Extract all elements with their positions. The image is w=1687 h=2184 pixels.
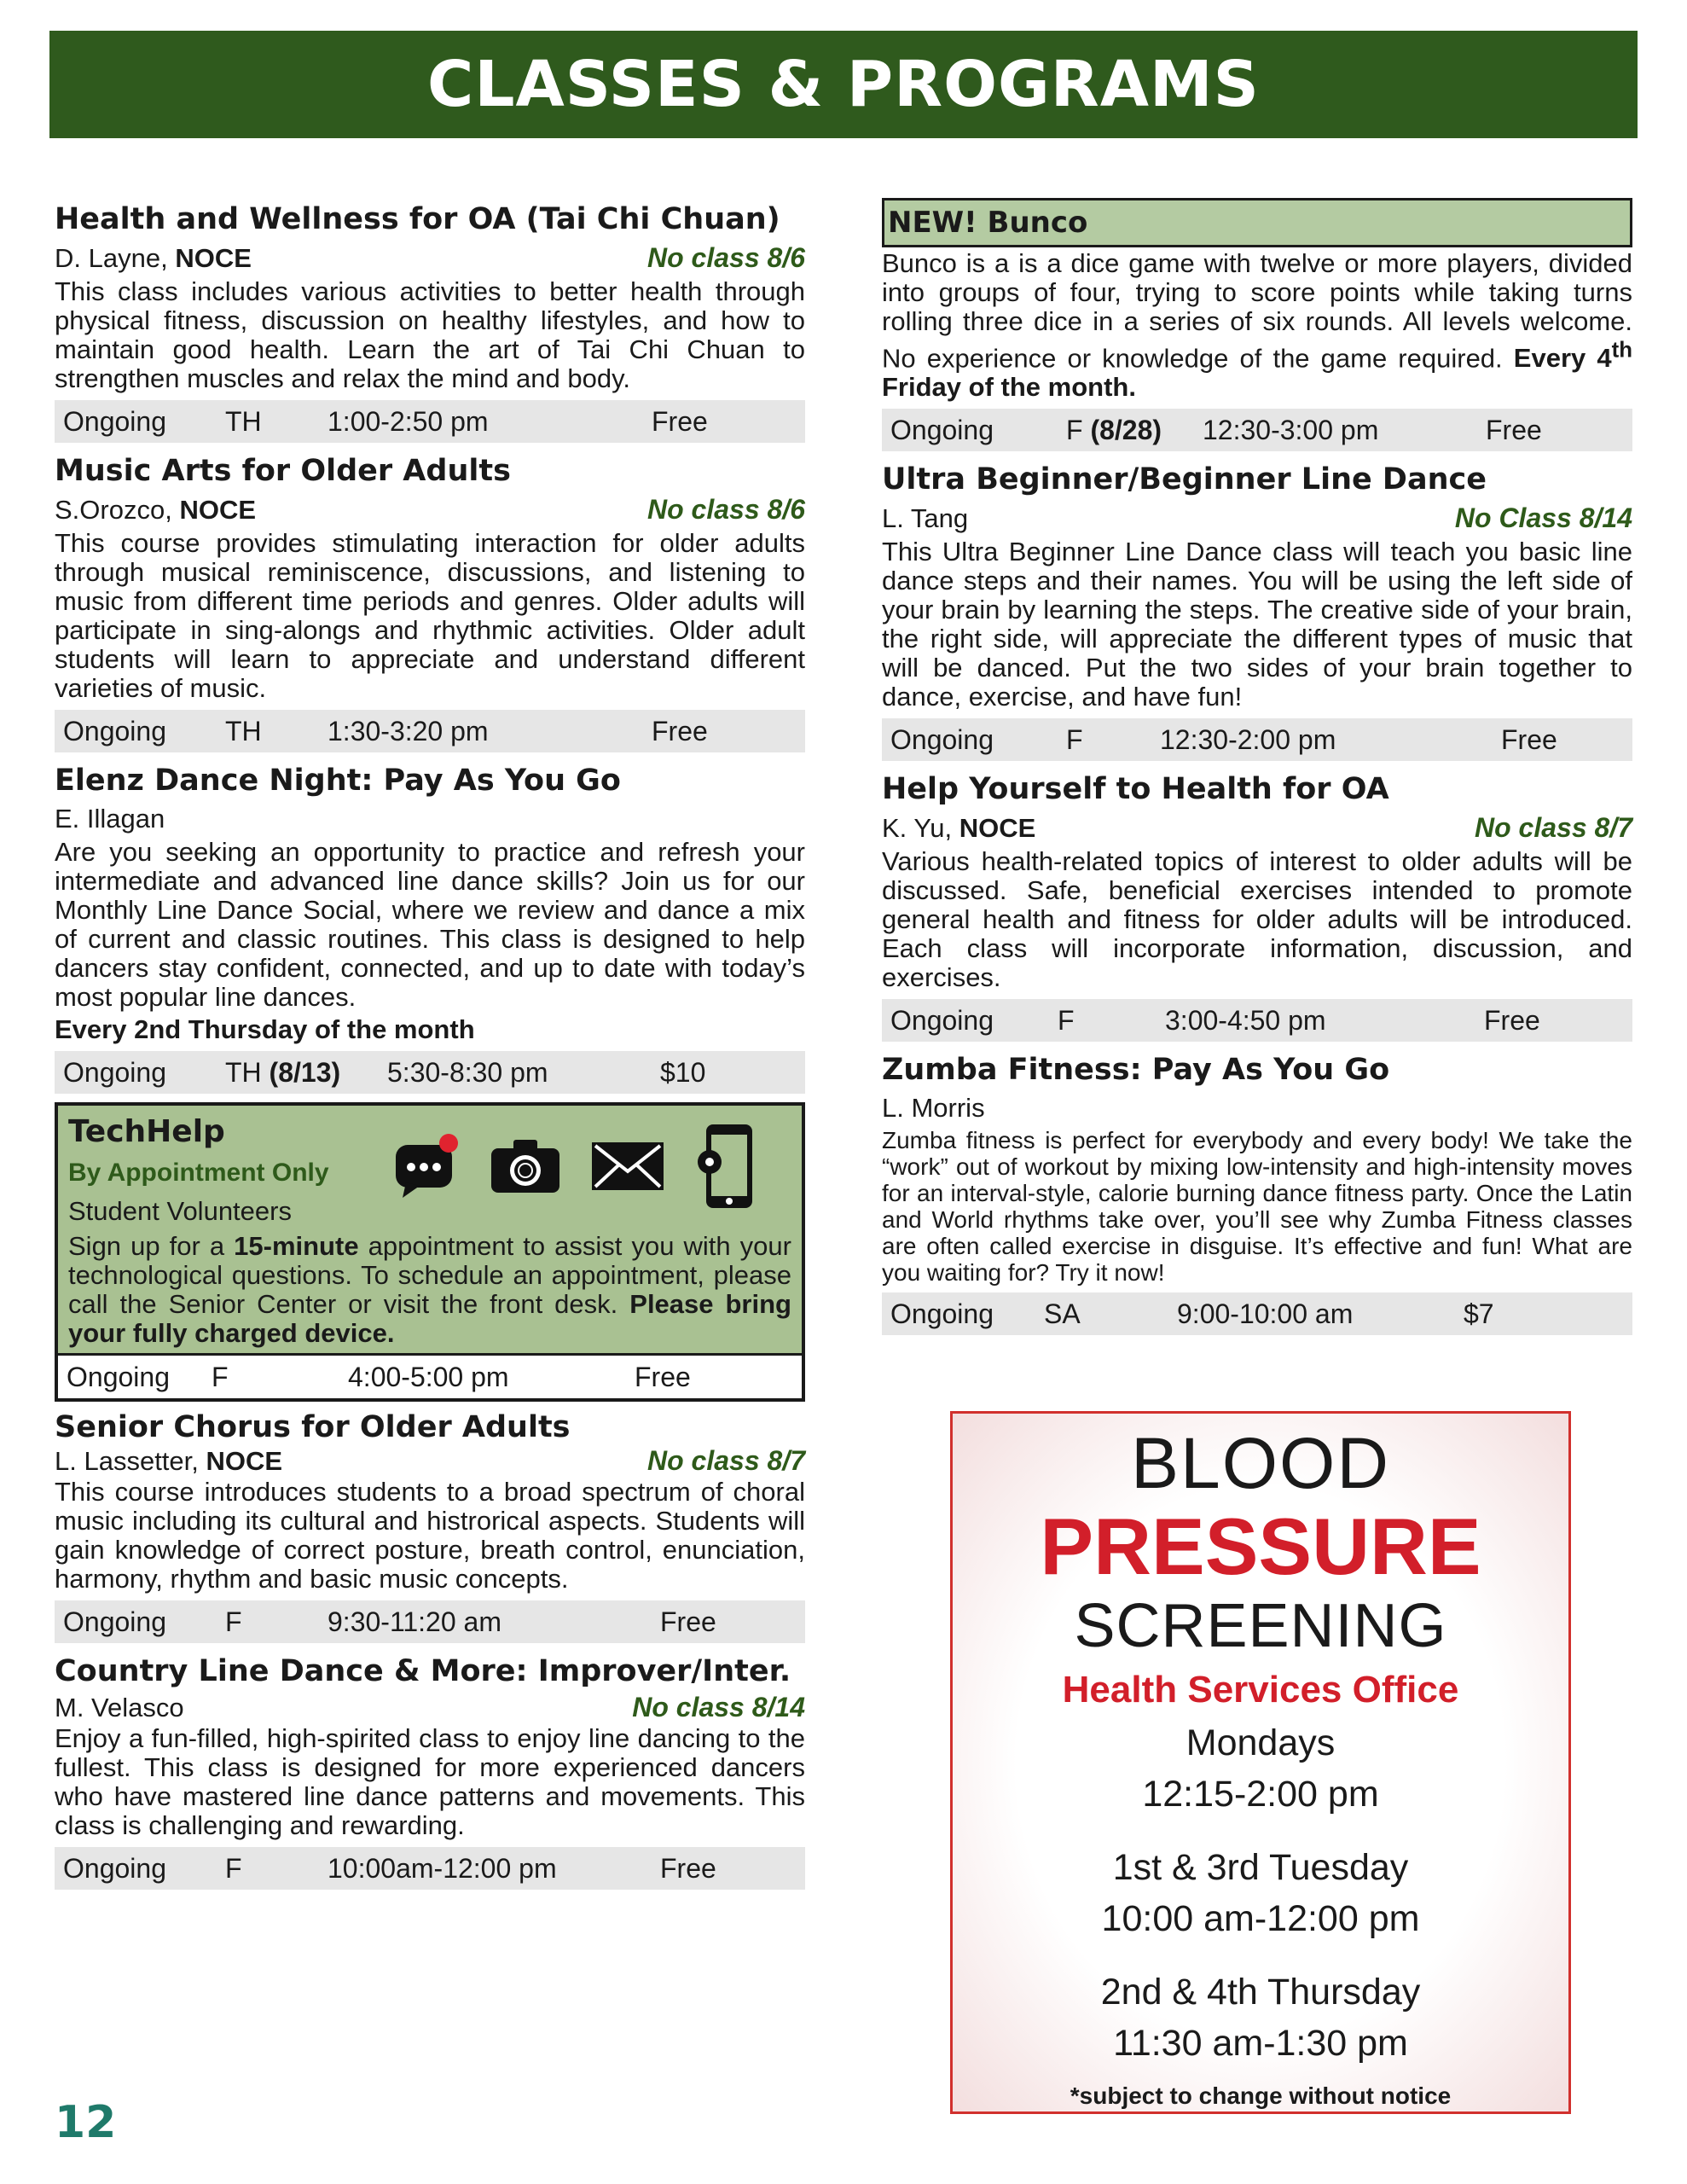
schedule-price: Free [660,1606,716,1637]
schedule-row [882,409,1632,451]
instructor: D. Layne, NOCE [55,243,252,273]
schedule-price: Free [1484,1004,1540,1036]
blood-pressure-flyer [950,1411,1571,2114]
schedule-status: Ongoing [890,1004,994,1036]
instructor-row [882,810,1632,845]
schedule-status: Ongoing [890,723,994,755]
program-title: Help Yourself to Health for OA [882,772,1389,807]
schedule-time: 1:30-3:20 pm [328,715,489,746]
flyer-title-blood: BLOOD [1130,1423,1391,1503]
schedule-row [55,710,805,752]
schedule-time: 12:30-2:00 pm [1160,723,1336,755]
schedule-row [55,1847,805,1890]
schedule-time: 9:30-11:20 am [328,1606,501,1637]
right-column [882,198,1632,1342]
instructor: K. Yu, NOCE [882,813,1036,844]
schedule-price: Free [652,715,708,746]
program-help-yourself [882,768,1632,1042]
program-country-line-dance [55,1650,805,1890]
page-title: CLASSES & PROGRAMS [427,48,1260,121]
program-bunco [882,198,1632,451]
schedule-row [882,1292,1632,1335]
program-description: This class includes various activities to better health through physical fitness, discussion on healthy lifestyles, and how to maintain good health. Learn the art of Tai Chi Chuan to strengthen muscles and relax the mind and body. [55,276,805,393]
no-class-notice: No class 8/6 [647,242,805,273]
program-description: Bunco is a is a dice game with twelve or more players, divided into groups of four, trying to score points while taking turns rolling three dice in a series of six rounds. All levels welcome. No experience or knowledge of the game required. Every 4th Friday of the month. [882,248,1632,403]
instructor-row [55,1446,805,1476]
flyer-title-pressure: PRESSURE [1040,1502,1481,1591]
flyer-day: 1st & 3rd Tuesday [1112,1847,1409,1888]
schedule-time: 9:00-10:00 am [1177,1298,1354,1329]
flyer-office: Health Services Office [1062,1669,1459,1711]
program-senior-chorus [55,1409,805,1643]
schedule-day: SA [1044,1298,1081,1329]
schedule-price: Free [635,1361,691,1392]
schedule-day: F [1058,1004,1075,1036]
schedule-price: Free [652,405,708,437]
schedule-status: Ongoing [890,414,994,445]
chat-notification-icon [392,1133,461,1199]
schedule-price: $10 [660,1056,706,1088]
program-frequency-note: Every 2nd Thursday of the month [55,1014,475,1044]
techhelp-box [55,1102,805,1402]
schedule-day: F [212,1361,229,1392]
instructor: E. Illagan [55,804,165,834]
schedule-day: F [225,1852,242,1884]
instructor-row [882,1091,1632,1125]
instructor: L. Lassetter, NOCE [55,1446,283,1476]
flyer-title-screening: SCREENING [1074,1592,1447,1660]
instructor: S.Orozco, NOCE [55,495,257,525]
program-music-arts [55,450,805,752]
program-description: This Ultra Beginner Line Dance class will teach you basic line dance steps and their names. You will be using the left side of your brain by learning the steps. The creative side of your brain, the right side, will appreciate the different types of music that will be danced. Put the two sides of your brain together to dance, exercise, and have fun! [882,537,1632,712]
program-title: Country Line Dance & More: Improver/Inter. [55,1654,791,1688]
schedule-day: F [225,1606,242,1637]
camera-icon [490,1138,561,1194]
schedule-row [55,400,805,443]
page-banner [49,31,1638,138]
schedule-day: F (8/28) [1066,414,1162,445]
phone-settings-icon [694,1123,757,1210]
schedule-day: TH (8/13) [225,1056,341,1088]
schedule-row [55,1600,805,1643]
program-description: Are you seeking an opportunity to practice and refresh your intermediate and advanced line dance skills? Join us for our Monthly Line Dance Social, where we review and dance a mix of current and classic routines. This class is designed to help dancers stay confident, connected, and up to date with today’s most popular line dances. [55,837,805,1012]
instructor-row [55,241,805,276]
schedule-status: Ongoing [63,715,166,746]
program-title: NEW! Bunco [882,198,1632,247]
program-description: This course provides stimulating interaction for older adults through musical reminiscence, discussions, and listening to music from different time periods and genres. Older adults will participate in sing-alongs and rhythmic activities. Older adult students will learn to appreciate and understand different varieties of music. [55,528,805,703]
program-description: Sign up for a 15-minute appointment to assist you with your technological questions. To schedule an appointment, please call the Senior Center or visit the front desk. Please bring your fully charged device. [68,1231,791,1348]
schedule-row [882,718,1632,761]
schedule-status: Ongoing [63,1056,166,1088]
program-title: TechHelp [68,1114,225,1149]
schedule-price: Free [660,1852,716,1884]
schedule-day: F [1066,723,1083,755]
instructor-row [55,492,805,527]
flyer-time: 10:00 am-12:00 pm [1101,1898,1420,1939]
program-title: Senior Chorus for Older Adults [55,1410,571,1444]
schedule-row [55,1051,805,1094]
schedule-status: Ongoing [63,405,166,437]
schedule-row [882,999,1632,1042]
schedule-price: $7 [1464,1298,1494,1329]
program-elenz-dance [55,759,805,1094]
envelope-icon [590,1141,665,1192]
flyer-day: Mondays [1186,1722,1336,1763]
instructor: L. Tang [882,503,969,534]
schedule-day: TH [225,715,262,746]
flyer-time: 11:30 am-1:30 pm [1113,2023,1408,2064]
program-description: Various health-related topics of interest to older adults will be discussed. Safe, beneficial exercises intended to promote general health and fitness for older adults will be introduced. Each class will incorporate information, discussion, and exercises. [882,846,1632,993]
program-title: Zumba Fitness: Pay As You Go [882,1053,1390,1088]
instructor-row [55,802,805,836]
program-title: Ultra Beginner/Beginner Line Dance [882,462,1487,497]
program-title: Health and Wellness for OA (Tai Chi Chuan) [55,202,780,236]
appointment-note: By Appointment Only [68,1159,329,1187]
program-title: Music Arts for Older Adults [55,454,511,488]
no-class-notice: No Class 8/14 [1454,502,1632,534]
instructor-row [882,501,1632,536]
instructor: M. Velasco [55,1693,184,1722]
program-description: Enjoy a fun-filled, high-spirited class to enjoy line dancing to the fullest. This class is designed for more experienced dancers who have mastered line dance patterns and movements. This class is challenging and rewarding. [55,1723,805,1840]
schedule-row [58,1353,802,1398]
flyer-day: 2nd & 4th Thursday [1100,1972,1421,2013]
program-title: Elenz Dance Night: Pay As You Go [55,764,621,798]
left-column [55,198,805,1896]
flyer-disclaimer: *subject to change without notice [1070,2082,1452,2109]
schedule-status: Ongoing [63,1852,166,1884]
program-tai-chi [55,198,805,443]
schedule-day: TH [225,405,262,437]
schedule-price: Free [1486,414,1542,445]
program-zumba [882,1048,1632,1335]
volunteers-label: Student Volunteers [68,1196,292,1226]
no-class-notice: No class 8/14 [632,1692,805,1722]
page-number: 12 [55,2097,117,2148]
program-ultra-beginner [882,458,1632,761]
techhelp-icons [392,1123,757,1210]
no-class-notice: No class 8/7 [647,1445,805,1476]
instructor: L. Morris [882,1093,985,1124]
schedule-time: 1:00-2:50 pm [328,405,489,437]
schedule-time: 3:00-4:50 pm [1165,1004,1326,1036]
schedule-time: 10:00am-12:00 pm [328,1852,557,1884]
schedule-price: Free [1501,723,1557,755]
flyer-time: 12:15-2:00 pm [1142,1774,1379,1815]
schedule-status: Ongoing [63,1606,166,1637]
schedule-status: Ongoing [67,1361,170,1392]
program-description: This course introduces students to a broad spectrum of choral music including its cultural and histrorical aspects. Students will gain knowledge of correct posture, breath control, enunciation, harmony, rhythm and basic music concepts. [55,1477,805,1594]
instructor-row [55,1693,805,1722]
schedule-time: 5:30-8:30 pm [387,1056,548,1088]
program-description: Zumba fitness is perfect for everybody and every body! We take the “work” out of workout by mixing low-intensity and high-intensity moves for an interval-style, calorie burning dance fitness party. Once the Latin and World rhythms take over, you’ll see why Zumba Fitness classes are often called exercise in disguise. It’s effective and fun! What are you waiting for? Try it now! [882,1127,1632,1287]
schedule-time: 12:30-3:00 pm [1203,414,1379,445]
schedule-time: 4:00-5:00 pm [348,1361,509,1392]
schedule-status: Ongoing [890,1298,994,1329]
no-class-notice: No class 8/7 [1475,812,1632,844]
no-class-notice: No class 8/6 [647,494,805,525]
